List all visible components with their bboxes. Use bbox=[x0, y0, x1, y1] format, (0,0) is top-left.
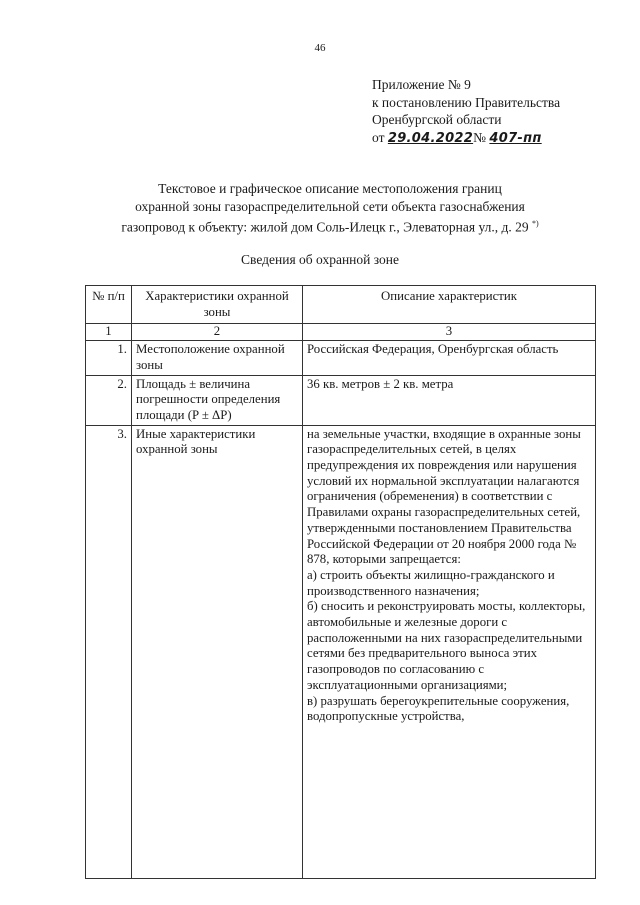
row-characteristic: Площадь ± величина погрешности определения площади (P ± ΔP) bbox=[132, 375, 303, 425]
row-description: Российская Федерация, Оренбургская область bbox=[303, 341, 596, 375]
decree-number: 407-пп bbox=[489, 130, 542, 146]
header-number: № п/п bbox=[86, 286, 132, 324]
heading-line-3 bbox=[60, 215, 600, 236]
header-description: Описание характеристик bbox=[303, 286, 596, 324]
restrictions-intro: на земельные участки, входящие в охранные зоны газораспределительных сетей, в целях предупреждения их повреждения или нарушения условий их нормальной эксплуатации налагаются ограничения (обременения) в соответствии с Правилами охраны газораспределительных сетей, утвержденными постановлением Правительства Российской Федерации от 20 ноября 2000 года № 878, которыми запрещается: bbox=[307, 426, 581, 567]
column-index: 2 bbox=[132, 324, 303, 341]
column-index-row bbox=[86, 324, 596, 341]
heading-line-3-text: газопровод к объекту: жилой дом Соль-Илецк г., Элеваторная ул., д. 29 bbox=[121, 219, 529, 235]
row-number: 1. bbox=[86, 341, 132, 375]
number-prefix: № bbox=[473, 129, 486, 145]
appendix-block bbox=[372, 76, 560, 147]
appendix-line-decree: к постановлению Правительства bbox=[372, 94, 561, 110]
row-number: 3. bbox=[86, 425, 132, 878]
table-row bbox=[86, 425, 596, 878]
row-characteristic: Местоположение охранной зоны bbox=[132, 341, 303, 375]
appendix-date-line bbox=[372, 129, 560, 148]
section-title: Сведения об охранной зоне bbox=[241, 252, 399, 267]
column-index: 1 bbox=[86, 324, 132, 341]
row-characteristic: Иные характеристики охранной зоны bbox=[132, 425, 303, 878]
header-characteristic: Характеристики охранной зоны bbox=[132, 286, 303, 324]
appendix-line-region: Оренбургской области bbox=[372, 112, 502, 127]
heading-line-2: охранной зоны газораспределительной сети объекта газоснабжения bbox=[135, 198, 525, 214]
decree-date: 29.04.2022 bbox=[387, 130, 474, 146]
restriction-item: в) разрушать берегоукрепительные сооружения, водопропускные устройства, bbox=[307, 693, 570, 724]
row-number: 2. bbox=[86, 375, 132, 425]
column-index: 3 bbox=[303, 324, 596, 341]
footnote-mark: *) bbox=[531, 219, 539, 228]
document-heading bbox=[60, 180, 600, 236]
heading-line-1: Текстовое и графическое описание местоположения границ bbox=[158, 181, 502, 196]
page-number: 46 bbox=[314, 42, 326, 54]
table-row bbox=[86, 341, 596, 375]
restriction-item: а) строить объекты жилищно-гражданского и производственного назначения; bbox=[307, 567, 555, 598]
table-header-row bbox=[86, 286, 596, 324]
appendix-title: Приложение № 9 bbox=[372, 77, 471, 92]
date-prefix: от bbox=[372, 129, 385, 145]
row-description bbox=[303, 425, 596, 878]
table-row bbox=[86, 375, 596, 425]
row-description: 36 кв. метров ± 2 кв. метра bbox=[303, 375, 596, 425]
restriction-item: б) сносить и реконструировать мосты, коллекторы, автомобильные и железные дороги с расположенными на них газораспределительными сетями без предварительного выноса этих газопроводов по согласованию с эксплуатационными организациями; bbox=[307, 599, 586, 692]
protection-zone-table bbox=[85, 285, 596, 879]
